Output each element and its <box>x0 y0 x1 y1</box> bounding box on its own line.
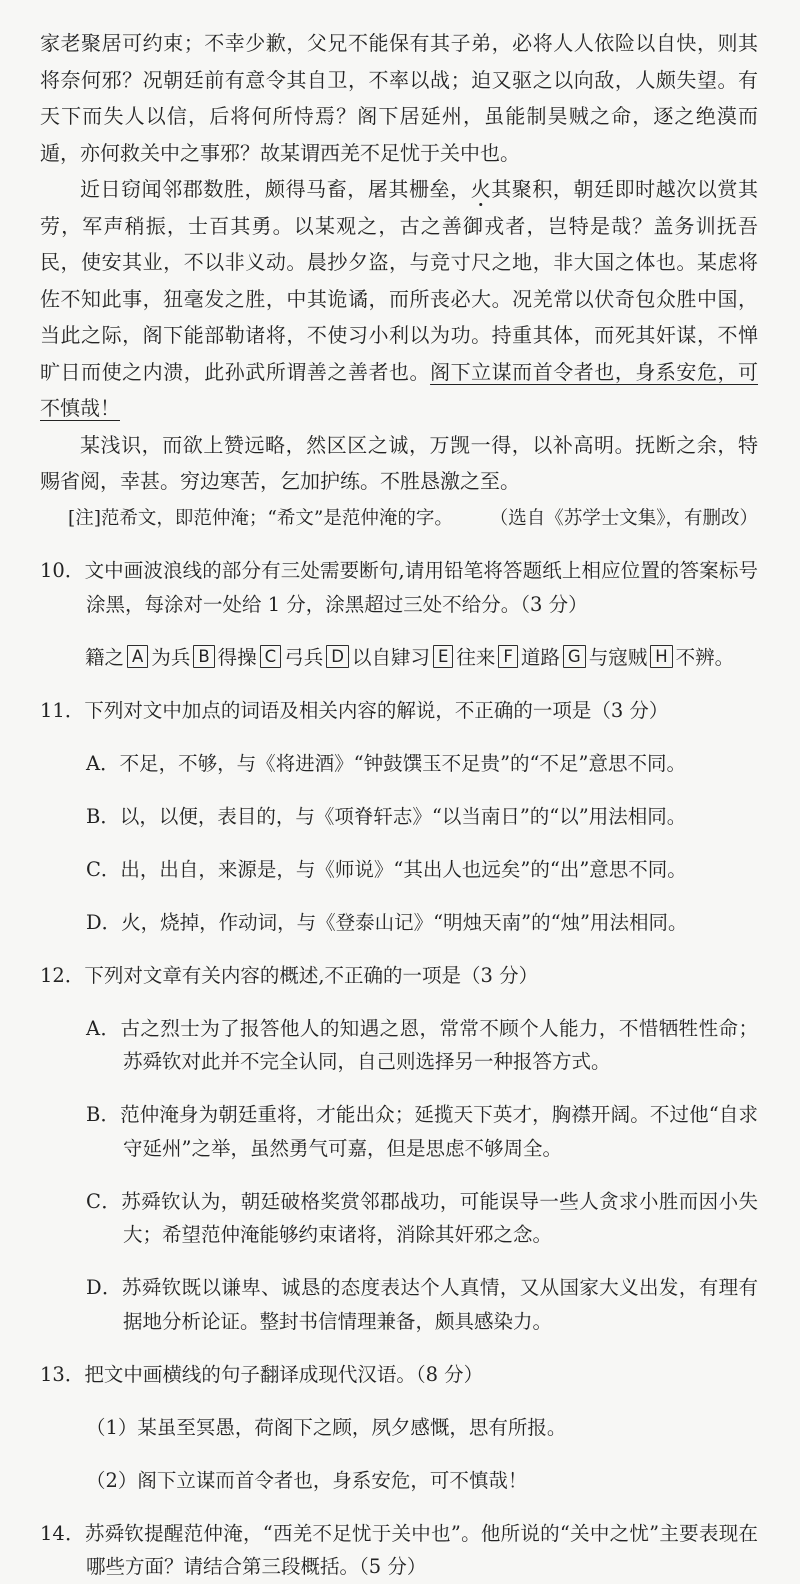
option-label: B． <box>86 1103 121 1126</box>
q10-text-segment: 得操 <box>217 645 257 669</box>
question-11-option-A <box>40 747 758 781</box>
q10-text-segment: 籍之 <box>85 645 125 669</box>
q10-answer-box-C: C <box>260 645 282 668</box>
question-text: 下列对文章有关内容的概述,不正确的一项是（3 分） <box>84 963 539 987</box>
classical-passage <box>40 25 758 500</box>
question-13-stem <box>40 1358 758 1392</box>
question-11-option-B <box>40 800 758 834</box>
option-text: 范仲淹身为朝廷重将，才能出众；延揽天下英才，胸襟开阔。不过他“自求守延州”之举，虽然勇气可嘉，但是思虑不够周全。 <box>120 1103 758 1160</box>
question-list <box>40 554 758 1584</box>
option-label: D． <box>86 910 122 934</box>
passage-text: 其聚积，朝廷即时越次以赏其劳，军声稍振，士百其勇。以某观之，古之善御戎者，岂特是哉？盖务训抚吾民，使安其业，不以非义动。晨抄夕盗，与竞寸尺之地，非大国之体也。某虑将佐不知此事，狃毫发之胜，中其诡谲，而所丧必大。况羌常以伏奇包众胜中国，当此之际，阁下能部勒诸将，不使习小利以为功。持重其体，而死其奸谋，不惮旷日而使之内溃，此孙武所谓善之善者也。 <box>40 177 758 384</box>
option-text: 出，出自，来源是，与《师说》“其出人也远矣”的“出”意思不同。 <box>120 857 687 881</box>
question-10-stem <box>40 554 758 621</box>
question-13-sub-2: （2）阁下立谋而首令者也，身系安危，可不慎哉！ <box>86 1468 528 1492</box>
q10-answer-box-F: F <box>498 645 518 668</box>
option-label: C． <box>86 857 121 881</box>
passage-paragraph-1 <box>40 25 758 171</box>
question-13 <box>40 1358 758 1498</box>
question-number: 14． <box>40 1521 85 1545</box>
q10-text-segment: 不辨。 <box>675 645 735 669</box>
option-label: D． <box>86 1276 122 1299</box>
passage-text: 某浅识，而欲上赞远略，然区区之诚，万觊一得，以补高明。抚断之余，特赐省阅，幸甚。穷边寒苦，乞加护练。不胜恳激之至。 <box>40 432 758 493</box>
q10-text-segment: 往来 <box>456 645 496 669</box>
note-and-source-row <box>40 503 758 535</box>
question-11 <box>40 694 758 940</box>
q10-answer-box-E: E <box>433 645 453 668</box>
question-number: 12． <box>40 963 85 987</box>
option-text: 苏舜钦既以谦卑、诚恳的态度表达个人真情，又从国家大义出发，有理有据地分析论证。整封书信情理兼备，颇具感染力。 <box>121 1276 758 1333</box>
question-text: 文中画波浪线的部分有三处需要断句,请用铅笔将答题纸上相应位置的答案标号涂黑，每涂对一处给 1 分，涂黑超过三处不给分。（3 分） <box>84 559 758 616</box>
footnote: [注]范希文，即范仲淹；“希文”是范仲淹的字。 <box>68 507 453 529</box>
option-label: B． <box>86 804 120 828</box>
q10-text-segment: 道路 <box>520 645 560 669</box>
source-attribution: （选自《苏学士文集》，有删改） <box>489 507 758 529</box>
question-10 <box>40 554 758 674</box>
question-text: 苏舜钦提醒范仲淹，“西羌不足忧于关中也”。他所说的“关中之忧”主要表现在哪些方面？请结合第三段概括。（5 分） <box>84 1521 758 1578</box>
question-text: 把文中画横线的句子翻译成现代汉语。（8 分） <box>84 1362 484 1386</box>
q10-text-segment: 以自肄习 <box>351 645 430 669</box>
q10-answer-box-H: H <box>650 645 672 668</box>
question-14 <box>40 1517 758 1584</box>
question-12-option-A <box>40 1012 758 1079</box>
question-11-option-D <box>40 906 758 940</box>
q10-answer-box-D: D <box>326 645 349 668</box>
underlined-sentence: 阁下立谋而首令者也，身系安危，可不慎哉！ <box>40 359 759 420</box>
question-number: 10． <box>40 559 85 582</box>
question-number: 13． <box>40 1362 85 1386</box>
question-11-stem <box>40 694 758 728</box>
question-12-option-C <box>40 1185 758 1252</box>
option-text: 火，烧掉，作动词，与《登泰山记》“明烛天南”的“烛”用法相同。 <box>121 910 688 934</box>
option-text: 不足，不够，与《将进酒》“钟鼓馔玉不足贵”的“不足”意思不同。 <box>119 751 686 775</box>
passage-text: 近日窃闻邻郡数胜，颇得马畜，屠其栅垒， <box>80 177 471 201</box>
q10-text-segment: 弓兵 <box>284 645 324 669</box>
option-label: A． <box>86 1016 121 1040</box>
question-12 <box>40 959 758 1339</box>
question-11-option-C <box>40 853 758 887</box>
question-12-option-B <box>40 1098 758 1165</box>
q10-answer-box-A: A <box>127 645 148 668</box>
question-text: 下列对文中加点的词语及相关内容的解说，不正确的一项是（3 分） <box>84 698 669 722</box>
question-12-option-D <box>40 1271 758 1338</box>
q10-text-segment: 与寇贼 <box>588 645 648 669</box>
option-label: C． <box>86 1189 122 1213</box>
option-text: 以，以便，表目的，与《项脊轩志》“以当南日”的“以”用法相同。 <box>119 804 687 828</box>
option-label: A． <box>86 751 120 775</box>
passage-paragraph-3 <box>40 427 758 500</box>
emphasized-char-fire: 火 <box>470 177 492 201</box>
q10-answer-box-B: B <box>193 645 214 668</box>
option-text: 古之烈士为了报答他人的知遇之恩，常常不顾个人能力，不惜牺牲性命；苏舜钦对此并不完全认同，自己则选择另一种报答方式。 <box>120 1016 758 1073</box>
option-text: 苏舜钦认为，朝廷破格奖赏邻郡战功，可能误导一些人贪求小胜而因小失大；希望范仲淹能够约束诸将，消除其奸邪之念。 <box>121 1189 758 1246</box>
question-number: 11． <box>40 698 85 722</box>
q10-text-segment: 为兵 <box>151 645 191 669</box>
question-13-sub-1: （1）某虽至冥愚，荷阁下之顾，夙夕感慨，思有所报。 <box>86 1415 567 1439</box>
q10-answer-box-G: G <box>563 645 586 668</box>
passage-paragraph-2 <box>40 171 758 427</box>
question-14-stem <box>40 1517 758 1584</box>
passage-text: 家老聚居可约束；不幸少歉，父兄不能保有其子弟，必将人人依险以自快，则其将奈何邪？况朝廷前有意令其自卫，不率以战；迫又驱之以向敌，人颇失望。有天下而失人以信，后将何所恃焉？阁下居延州，虽能制昊贼之命，逐之绝漠而遁，亦何救关中之事邪？故某谓西羌不足忧于关中也。 <box>40 31 758 165</box>
q10-segmentation-line <box>85 641 758 675</box>
question-12-stem <box>40 959 758 993</box>
